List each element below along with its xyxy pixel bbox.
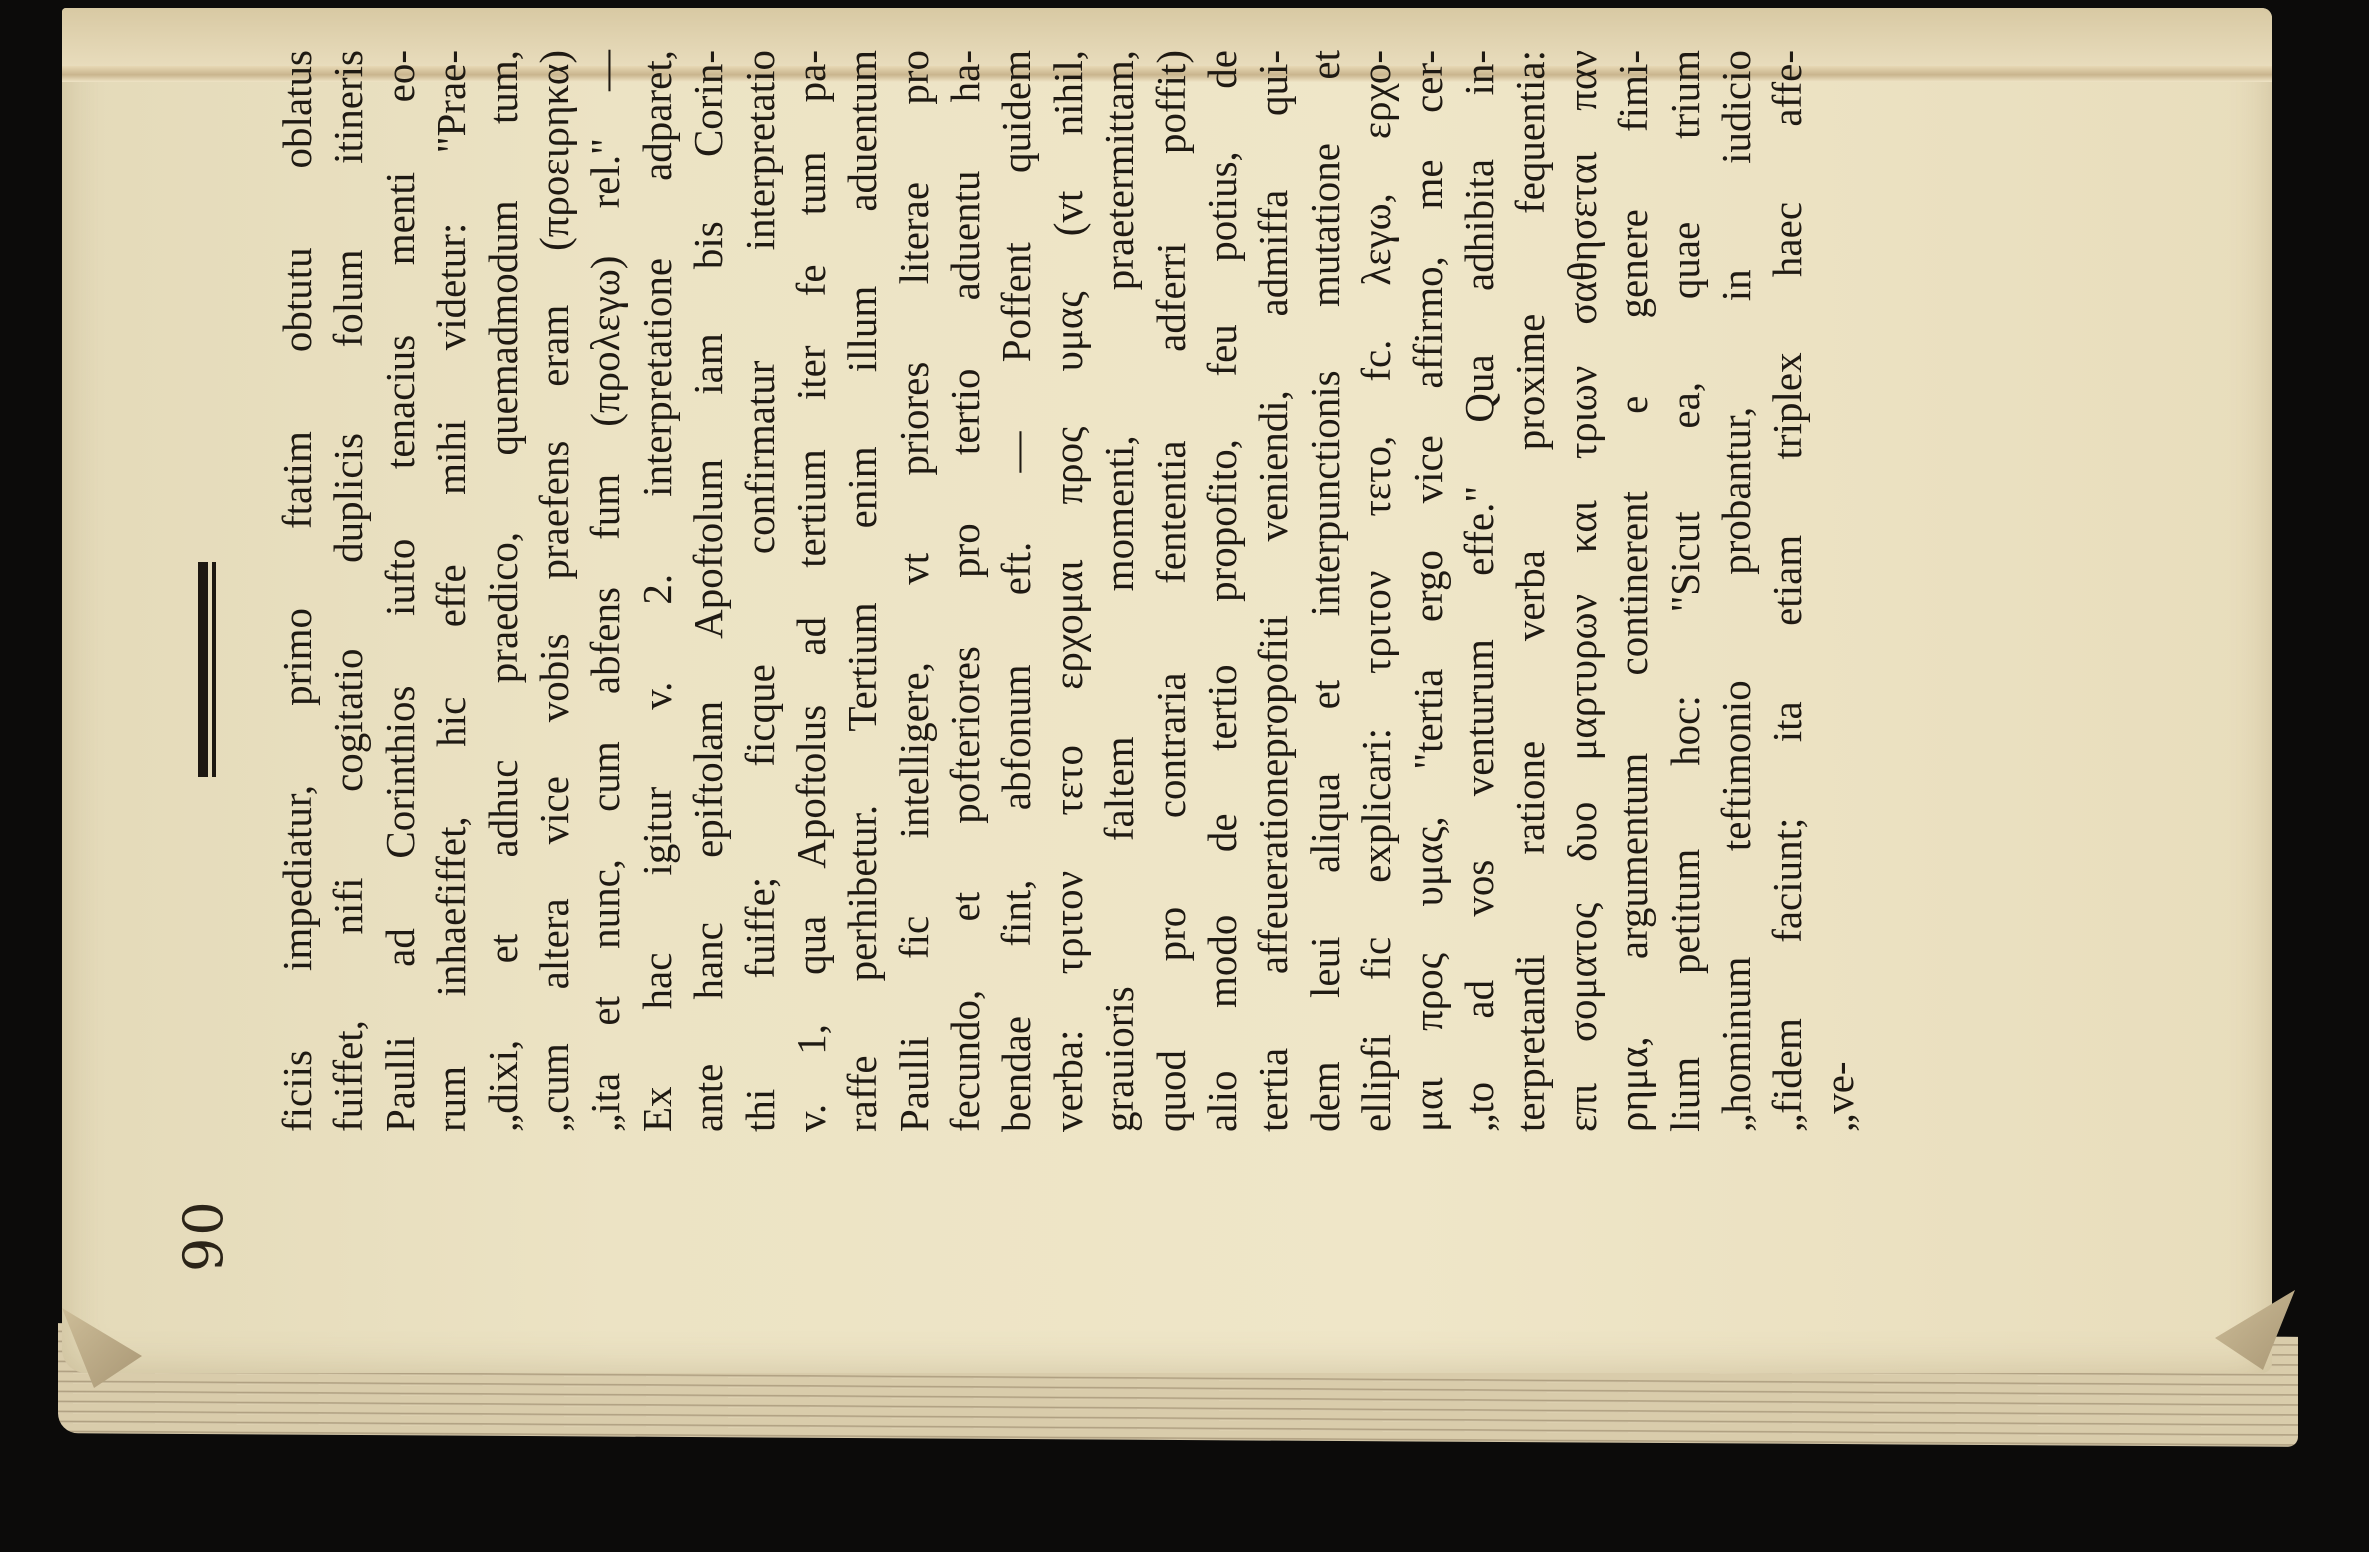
body-text <box>272 50 1865 1132</box>
text-line: bendae fint, abfonum eft. — Poffent quidem <box>993 50 1040 1132</box>
text-line: Ex hac igitur v. 2. interpretatione adparet, <box>633 50 680 1132</box>
text-line: lium petitum hoc: "Sicut ea, quae trium <box>1661 50 1708 1132</box>
text-line: „cum altera vice vobis praefens eram (προειρηκα) <box>530 50 577 1132</box>
text-line: alio modo de tertio propofito, feu potius, de <box>1199 50 1246 1132</box>
text-line: „ve- <box>1815 1061 1862 1132</box>
text-line: grauioris faltem momenti, praetermittam, <box>1096 50 1143 1132</box>
text-line: tertia affeuerationepropofiti veniendi, admiffa qui- <box>1250 50 1297 1132</box>
text-line: ρημα, argumentum continerent e genere fimi- <box>1610 50 1657 1132</box>
text-line: ellipfi fic explicari: τριτον τετο, fc. λεγω, ερχο- <box>1353 50 1400 1132</box>
text-line: ante hanc epiftolam Apoftolum iam bis Corin- <box>685 50 732 1132</box>
text-line: „ita et nunc, cum abfens fum (προλεγω) rel." — <box>582 50 629 1132</box>
text-line: dem leui aliqua et interpunctionis mutatione et <box>1301 50 1348 1132</box>
text-line: „to ad vos venturum effe." Qua adhibita in- <box>1455 50 1502 1132</box>
text-line: verba: τριτον τετο ερχομαι προς υμας (vt nihil, <box>1044 50 1091 1132</box>
text-line: quod pro contraria fententia adferri poffit) <box>1147 50 1194 1132</box>
page-header <box>0 0 260 1552</box>
text-line: Paulli fic intelligere, vt priores literae pro <box>890 50 937 1132</box>
text-line: thi fuiffe; ficque confirmatur interpretatio <box>736 50 783 1132</box>
text-line: ficiis impediatur, primo ftatim obtutu oblatus <box>274 50 320 1132</box>
text-line: επι σοματος δυο μαρτυρων και τριων σαθησεται παν <box>1558 50 1605 1132</box>
text-line: Paulli ad Corinthios iufto tenacius menti eo- <box>376 50 423 1132</box>
header-rule <box>198 562 208 777</box>
text-line: rum inhaefiffet, hic effe mihi videtur: "Prae- <box>428 50 475 1132</box>
text-line: μαι προς υμας, "tertia ergo vice affirmo, me cer- <box>1404 50 1451 1132</box>
text-line: terpretandi ratione verba proxime fequentia: <box>1507 50 1554 1132</box>
text-line: „fidem faciunt; ita etiam triplex haec affe- <box>1764 50 1811 1132</box>
text-line: fuiffet, nifi cogitatio duplicis folum itineris <box>325 50 372 1132</box>
text-line: fecundo, et pofteriores pro tertio aduentu ha- <box>942 50 989 1132</box>
header-rule <box>212 562 216 777</box>
text-line: v. 1, qua Apoftolus ad tertium iter fe tum pa- <box>787 50 834 1132</box>
text-line: raffe perhibetur. Tertium enim illum aduentum <box>839 50 886 1132</box>
text-line: „dixi, et adhuc praedico, quemadmodum tum, <box>479 50 526 1132</box>
page-number: 90 <box>172 1199 235 1272</box>
text-line: „hominum teftimonio probantur, in iudicio <box>1712 50 1759 1132</box>
